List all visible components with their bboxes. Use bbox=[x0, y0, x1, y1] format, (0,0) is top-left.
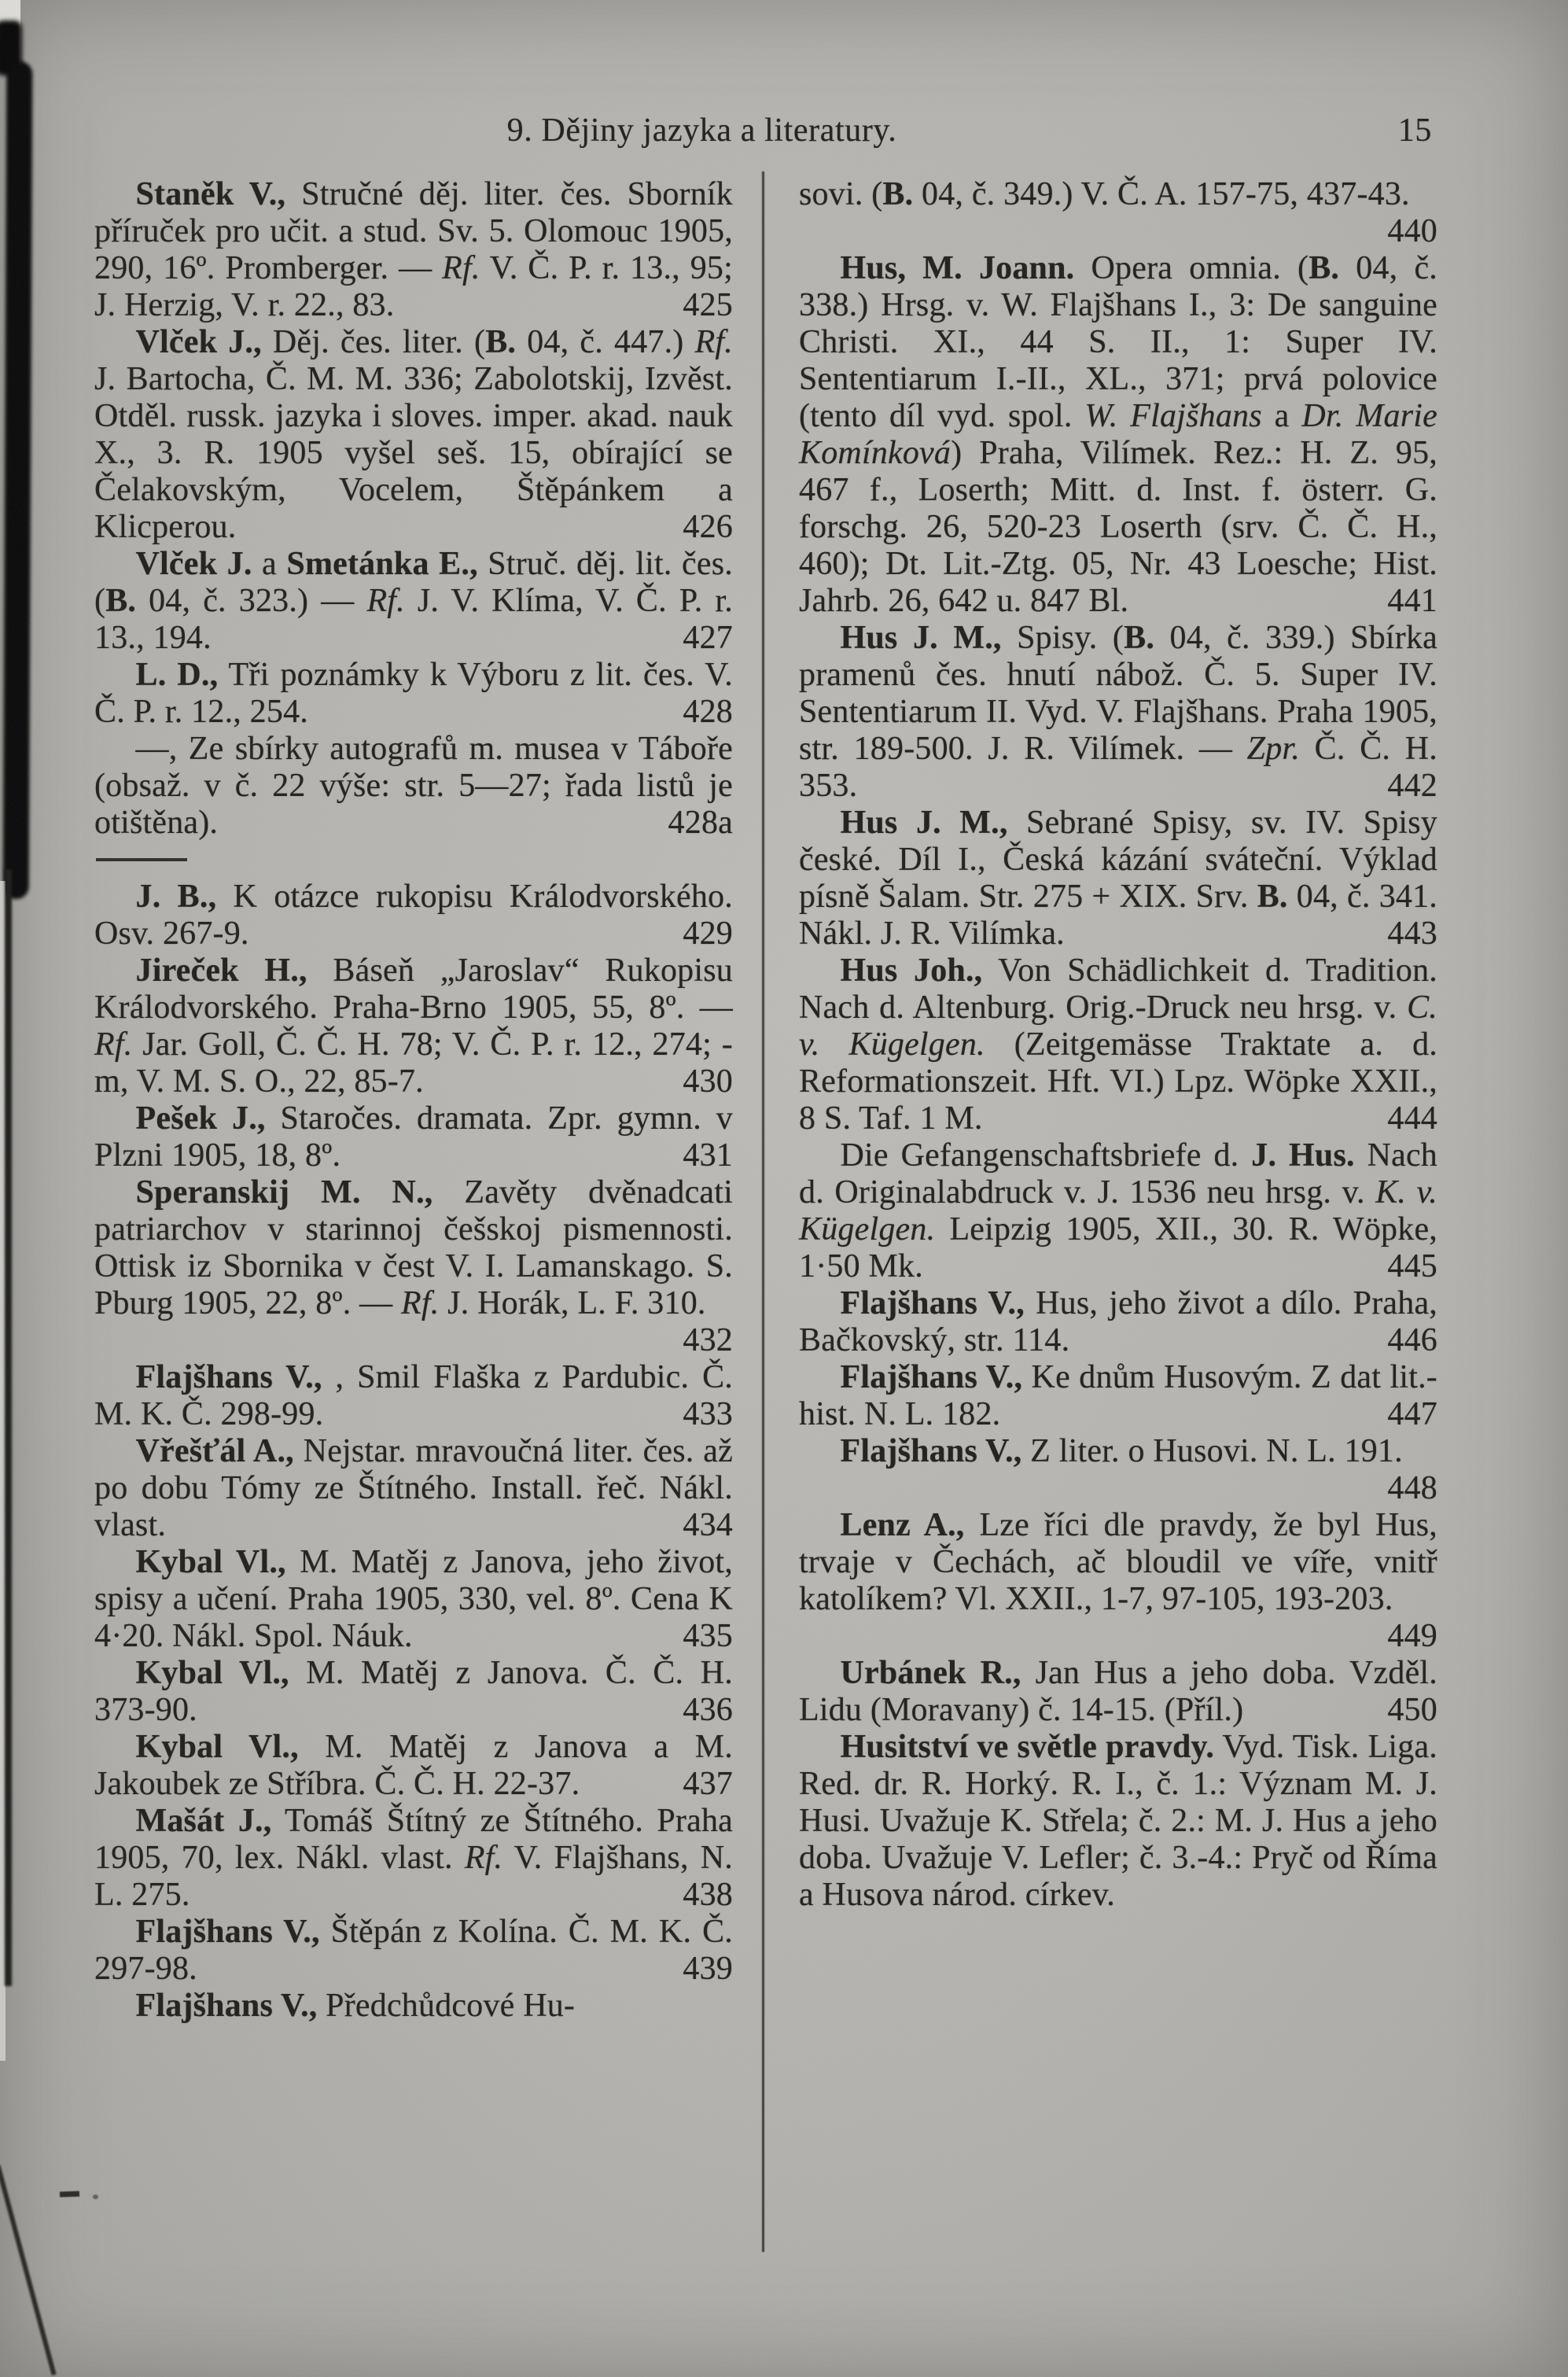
entry-number: 440 bbox=[1387, 213, 1437, 249]
entry-text: 04, č. 341. Nákl. J. R. Vilímka. bbox=[799, 879, 1437, 952]
right-column bbox=[799, 176, 1437, 1914]
bibliography-entry bbox=[799, 1137, 1437, 1285]
entry-author: Flajšhans V., bbox=[135, 1988, 318, 2024]
section-divider bbox=[96, 858, 187, 861]
entry-text: 04, č. 349.) V. Č. A. 157-75, 437-43. bbox=[913, 176, 1410, 212]
entry-author: Mašát J., bbox=[135, 1803, 272, 1839]
entry-text: Von Schädlichkeit d. Tradition. Nach d. Altenburg. Orig.-Druck neu hrsg. v. bbox=[799, 953, 1438, 1026]
bibliography-entry bbox=[94, 953, 733, 1100]
entry-text: Rf. bbox=[694, 324, 733, 360]
entry-text: Staročes. dramata. Zpr. gymn. v Plzni 1905, 18, 8º. bbox=[94, 1100, 733, 1174]
entry-text: J. Horák, L. F. 310. bbox=[439, 1285, 706, 1321]
entry-number: 436 bbox=[683, 1692, 733, 1728]
entry-text: 04, č. 339.) Sbírka pramenů čes. hnutí nábož. Č. 5. Super IV. Sententiarum II. Vyd. V. Flajšhans. Praha 1905, str. 189-500. J. R. Vilímek. — bbox=[799, 620, 1437, 767]
entry-text: Rf. bbox=[442, 250, 480, 286]
entry-author: B. bbox=[1309, 250, 1340, 286]
entry-text: Rf. bbox=[366, 583, 405, 619]
entry-author: Jireček H., bbox=[135, 953, 307, 989]
entry-author: Lenz A., bbox=[840, 1507, 965, 1543]
entry-text: Rf. bbox=[464, 1840, 503, 1876]
entry-text: Jan Hus a jeho doba. Vzděl. Lidu (Moravany) č. 14-15. (Příl.) bbox=[799, 1655, 1437, 1728]
entry-author: J. B., bbox=[135, 879, 217, 915]
entry-text: Opera omnia. ( bbox=[1074, 250, 1309, 286]
entry-number: 437 bbox=[683, 1766, 733, 1802]
entry-number: 450 bbox=[1387, 1692, 1437, 1728]
entry-text: Předchůdcové Hu- bbox=[317, 1988, 576, 2024]
bibliography-entry bbox=[799, 1655, 1437, 1729]
entry-text: Rf. bbox=[94, 1026, 133, 1063]
entry-number: 428 bbox=[683, 694, 733, 730]
bibliography-entry bbox=[94, 879, 733, 953]
bibliography-entry bbox=[94, 1100, 733, 1174]
entry-number: 425 bbox=[683, 287, 733, 323]
entry-author: Vlček J., bbox=[135, 324, 262, 360]
entry-text: Stručné děj. liter. čes. Sborník příruček pro učit. a stud. Sv. 5. Olomouc 1905, 290, 16º. Promberger. — bbox=[94, 176, 733, 286]
bibliography-entry bbox=[94, 546, 733, 657]
entry-author: B. bbox=[485, 324, 517, 360]
bibliography-entry bbox=[799, 1729, 1437, 1914]
bibliography-entry bbox=[94, 1988, 733, 2025]
bibliography-entry bbox=[94, 176, 733, 324]
entry-text: Die Gefangenschaftsbriefe d. bbox=[840, 1137, 1252, 1174]
entry-text: J. V. Klíma, V. Č. P. r. 13., 194. bbox=[94, 583, 733, 656]
scan-artifact-top-blob bbox=[0, 20, 22, 76]
entry-text: Struč. děj. lit. čes. ( bbox=[94, 546, 733, 619]
bibliography-entry bbox=[94, 1433, 733, 1544]
entry-number: 441 bbox=[1387, 583, 1437, 619]
entry-author: Hus J. M., bbox=[840, 805, 1008, 841]
entry-text: —, Ze sbírky autografů m. musea v Táboře (obsaž. v č. 22 výše: str. 5—27; řada listů je otištěna). bbox=[94, 731, 733, 841]
bibliography-entry bbox=[94, 1803, 733, 1914]
entry-number: 435 bbox=[683, 1618, 733, 1654]
entry-text: Jar. Goll, Č. Č. H. 78; V. Č. P. r. 12., 274; -m, V. M. S. O., 22, 85-7. bbox=[94, 1026, 733, 1100]
entry-number: 442 bbox=[1387, 768, 1437, 804]
entry-author: Kybal Vl., bbox=[135, 1544, 286, 1580]
entry-text: Spisy. ( bbox=[1001, 620, 1124, 656]
entry-text: 04, č. 323.) — bbox=[136, 583, 367, 619]
entry-number: 427 bbox=[683, 620, 733, 656]
entry-text: Leipzig 1905, XII., 30. R. Wöpke, 1·50 Mk. bbox=[799, 1211, 1437, 1284]
entry-text: Zavěty dvěnadcati patriarchov v starinnoj češskoj pismennosti. Ottisk iz Sbornika v čest V. I. Lamanskago. S. Pburg 1905, 22, 8º. — bbox=[94, 1174, 733, 1321]
entry-text: J. Bartocha, Č. M. M. 336; Zabolotskij, Izvěst. Otděl. russk. jazyka i sloves. imper. akad. nauk X., 3. R. 1905 vyšel seš. 15, obírající se Čelakovským, Vocelem, Štěpánkem a Klicperou. bbox=[94, 361, 733, 545]
bibliography-entry bbox=[799, 953, 1437, 1137]
entry-text: (Zeitgemässe Traktate a. d. Reformationszeit. Hft. VI.) Lpz. Wöpke XXII., 8 S. Taf. 1 M. bbox=[799, 1026, 1437, 1137]
entry-author: Hus J. M., bbox=[840, 620, 1002, 656]
bibliography-entry bbox=[799, 250, 1437, 620]
entry-text: Z liter. o Husovi. N. L. 191. bbox=[1021, 1433, 1403, 1469]
entry-author: Vlček J. bbox=[135, 546, 252, 582]
entry-author: Staněk V., bbox=[135, 176, 286, 212]
bibliography-entry bbox=[799, 620, 1437, 805]
bibliography-entry bbox=[94, 324, 733, 546]
scan-edge-highlight bbox=[0, 0, 20, 68]
entry-number: 444 bbox=[1387, 1100, 1437, 1137]
entry-author: Flajšhans V., bbox=[135, 1359, 322, 1395]
bibliography-entry bbox=[799, 805, 1437, 953]
entry-text: C. v. Kügelgen. bbox=[799, 989, 1437, 1063]
entry-text: Štěpán z Kolína. Č. M. K. Č. 297-98. bbox=[94, 1914, 733, 1987]
entry-author: Flajšhans V., bbox=[840, 1433, 1022, 1469]
entry-number: 429 bbox=[683, 916, 733, 952]
entry-text: Dr. Marie Komínková bbox=[799, 398, 1437, 471]
entry-number: 431 bbox=[683, 1137, 733, 1174]
entry-text: Hus, jeho život a dílo. Praha, Bačkovský, str. 114. bbox=[799, 1285, 1437, 1358]
entry-author: Kybal Vl., bbox=[135, 1729, 299, 1765]
entry-text: Tři poznámky k Výboru z lit. čes. V. Č. P. r. 12., 254. bbox=[94, 657, 733, 730]
entry-text: Č. Č. H. 353. bbox=[799, 731, 1437, 804]
entry-text: Sebrané Spisy, sv. IV. Spisy české. Díl I., Česká kázání sváteční. Výklad písně Šalam. Str. 275 + XIX. Srv. bbox=[799, 805, 1438, 915]
bibliography-entry bbox=[94, 1729, 733, 1803]
entry-author: Hus Joh., bbox=[840, 953, 983, 989]
bibliography-entry bbox=[799, 1359, 1437, 1433]
entry-author: B. bbox=[1124, 620, 1155, 656]
entry-text: V. Flajšhans, N. L. 275. bbox=[94, 1840, 733, 1913]
entry-author: Flajšhans V., bbox=[135, 1914, 320, 1950]
entry-text: 04, č. 338.) Hrsg. v. W. Flajšhans I., 3: De sanguine Christi. XI., 44 S. II., 1: Super IV. Sententiarum I.-II., XL., 371; prvá polovice (tento díl vyd. spol. bbox=[799, 250, 1438, 434]
bibliography-entry bbox=[799, 1433, 1437, 1507]
entry-number: 439 bbox=[683, 1951, 733, 1987]
entry-author: L. D., bbox=[135, 657, 219, 693]
entry-text: K. v. Kügelgen. bbox=[799, 1174, 1437, 1247]
entry-number: 443 bbox=[1387, 916, 1437, 952]
entry-number: 438 bbox=[683, 1877, 733, 1913]
bibliography-entry bbox=[94, 657, 733, 731]
scan-artifact-binding-bar bbox=[3, 61, 33, 899]
bibliography-entry bbox=[94, 1174, 733, 1359]
entry-text: M. Matěj z Janova. Č. Č. H. 373-90. bbox=[94, 1655, 734, 1728]
entry-number: 430 bbox=[683, 1063, 733, 1100]
entry-text: a bbox=[1261, 398, 1302, 434]
bibliography-entry bbox=[94, 1359, 733, 1433]
entry-author: Hus, M. Joann. bbox=[840, 250, 1075, 286]
entry-number: 432 bbox=[683, 1322, 733, 1358]
entry-text: Ke dnům Husovým. Z dat lit.-hist. N. L. 182. bbox=[799, 1359, 1437, 1432]
entry-text: Zpr. bbox=[1246, 731, 1301, 767]
entry-text: sovi. ( bbox=[799, 176, 883, 212]
entry-number: 445 bbox=[1387, 1248, 1437, 1284]
entry-author: Smetánka E., bbox=[286, 546, 478, 582]
bibliography-entry bbox=[799, 1285, 1437, 1359]
entry-text: ) Praha, Vilímek. Rez.: H. Z. 95, 467 f., Loserth; Mitt. d. Inst. f. österr. G. forschg. 26, 520-23 Loserth (srv. Č. Č. H., 460); Dt. Lit.-Ztg. 05, Nr. 43 Loesche; Hist. Jahrb. 26, 642 u. 847 Bl. bbox=[799, 435, 1437, 619]
entry-number: 448 bbox=[1387, 1470, 1437, 1506]
entry-author: Flajšhans V., bbox=[840, 1285, 1025, 1321]
running-title: 9. Dějiny jazyka a literatury. bbox=[506, 112, 897, 149]
entry-author: Flajšhans V., bbox=[840, 1359, 1023, 1395]
entry-author: B. bbox=[882, 176, 914, 212]
entry-number: 426 bbox=[683, 509, 733, 545]
bibliography-entry bbox=[94, 1544, 733, 1655]
column-rule bbox=[762, 171, 764, 2252]
entry-number: 449 bbox=[1387, 1618, 1437, 1654]
entry-author: Husitství ve světle pravdy. bbox=[840, 1729, 1215, 1765]
scan-artifact-dot-mark bbox=[93, 2195, 98, 2199]
entry-text: W. Flajšhans bbox=[1084, 398, 1262, 434]
entry-author: Vřešťál A., bbox=[135, 1433, 294, 1469]
left-column bbox=[94, 176, 733, 2025]
scan-edge-strip bbox=[0, 881, 6, 2061]
entry-text: V. Č. P. r. 13., 95; J. Herzig, V. r. 22., 83. bbox=[94, 250, 733, 323]
entry-number: 446 bbox=[1387, 1322, 1437, 1358]
scan-artifact-dash-mark bbox=[60, 2191, 79, 2198]
page-number: 15 bbox=[1397, 112, 1432, 149]
bibliography-entry bbox=[94, 1655, 733, 1729]
entry-text: Báseň „Jaroslav“ Rukopisu Králodvorského. Praha-Brno 1905, 55, 8º. — bbox=[94, 953, 733, 1026]
entry-text: M. Matěj z Janova a M. Jakoubek ze Stříbra. Č. Č. H. 22-37. bbox=[94, 1729, 733, 1802]
entry-text: 04, č. 447.) bbox=[516, 324, 695, 360]
entry-text: K otázce rukopisu Králodvorského. Osv. 267-9. bbox=[94, 879, 733, 952]
entry-author: Urbánek R., bbox=[840, 1655, 1021, 1691]
page-header bbox=[94, 110, 1435, 151]
entry-text: Lze říci dle pravdy, že byl Hus, trvaje v Čechách, ač bloudil ve víře, vnitř katolíkem? Vl. XXII., 1-7, 97-105, 193-203. bbox=[799, 1507, 1437, 1617]
entry-author: Speranskij M. N., bbox=[135, 1174, 433, 1211]
entry-text: Tomáš Štítný ze Štítného. Praha 1905, 70, lex. Nákl. vlast. bbox=[94, 1803, 733, 1876]
bibliography-entry bbox=[94, 1914, 733, 1988]
entry-text: Děj. čes. liter. ( bbox=[261, 324, 486, 360]
entry-author: B. bbox=[105, 583, 137, 619]
entry-text: M. Matěj z Janova, jeho život, spisy a učení. Praha 1905, 330, vel. 8º. Cena K 4·20. Nákl. Spol. Náuk. bbox=[94, 1544, 734, 1654]
entry-author: J. Hus. bbox=[1251, 1137, 1355, 1174]
entry-number: 447 bbox=[1387, 1396, 1437, 1432]
entry-author: B. bbox=[1257, 879, 1288, 915]
entry-number: 428a bbox=[668, 805, 733, 841]
scan-artifact-diagonal-line bbox=[0, 2165, 57, 2375]
entry-text: a bbox=[252, 546, 287, 582]
bibliography-entry bbox=[799, 176, 1437, 250]
entry-author: Pešek J., bbox=[135, 1100, 266, 1137]
entry-text: Nach d. Originalabdruck v. J. 1536 neu hrsg. v. bbox=[799, 1137, 1437, 1211]
bibliography-entry bbox=[94, 731, 733, 842]
entry-text: Nejstar. mravoučná liter. čes. až po dobu Tómy ze Štítného. Install. řeč. Nákl. vlast. bbox=[94, 1433, 733, 1543]
entry-author: Kybal Vl., bbox=[135, 1655, 289, 1691]
entry-text: Vyd. Tisk. Liga. Red. dr. R. Horký. R. I., č. 1.: Význam M. J. Husi. Uvažuje K. Střela; č. 2.: M. J. Hus a jeho doba. Uvažuje V. Lefler; č. 3.-4.: Pryč od Říma a Husova národ. církev. bbox=[799, 1729, 1437, 1913]
entry-text: Rf. bbox=[401, 1285, 440, 1321]
bibliography-entry bbox=[799, 1507, 1437, 1655]
entry-text: , Smil Flaška z Pardubic. Č. M. K. Č. 298-99. bbox=[94, 1359, 733, 1432]
entry-number: 433 bbox=[683, 1396, 733, 1432]
scan-artifact-left-line bbox=[5, 869, 12, 1986]
entry-number: 434 bbox=[683, 1507, 733, 1543]
